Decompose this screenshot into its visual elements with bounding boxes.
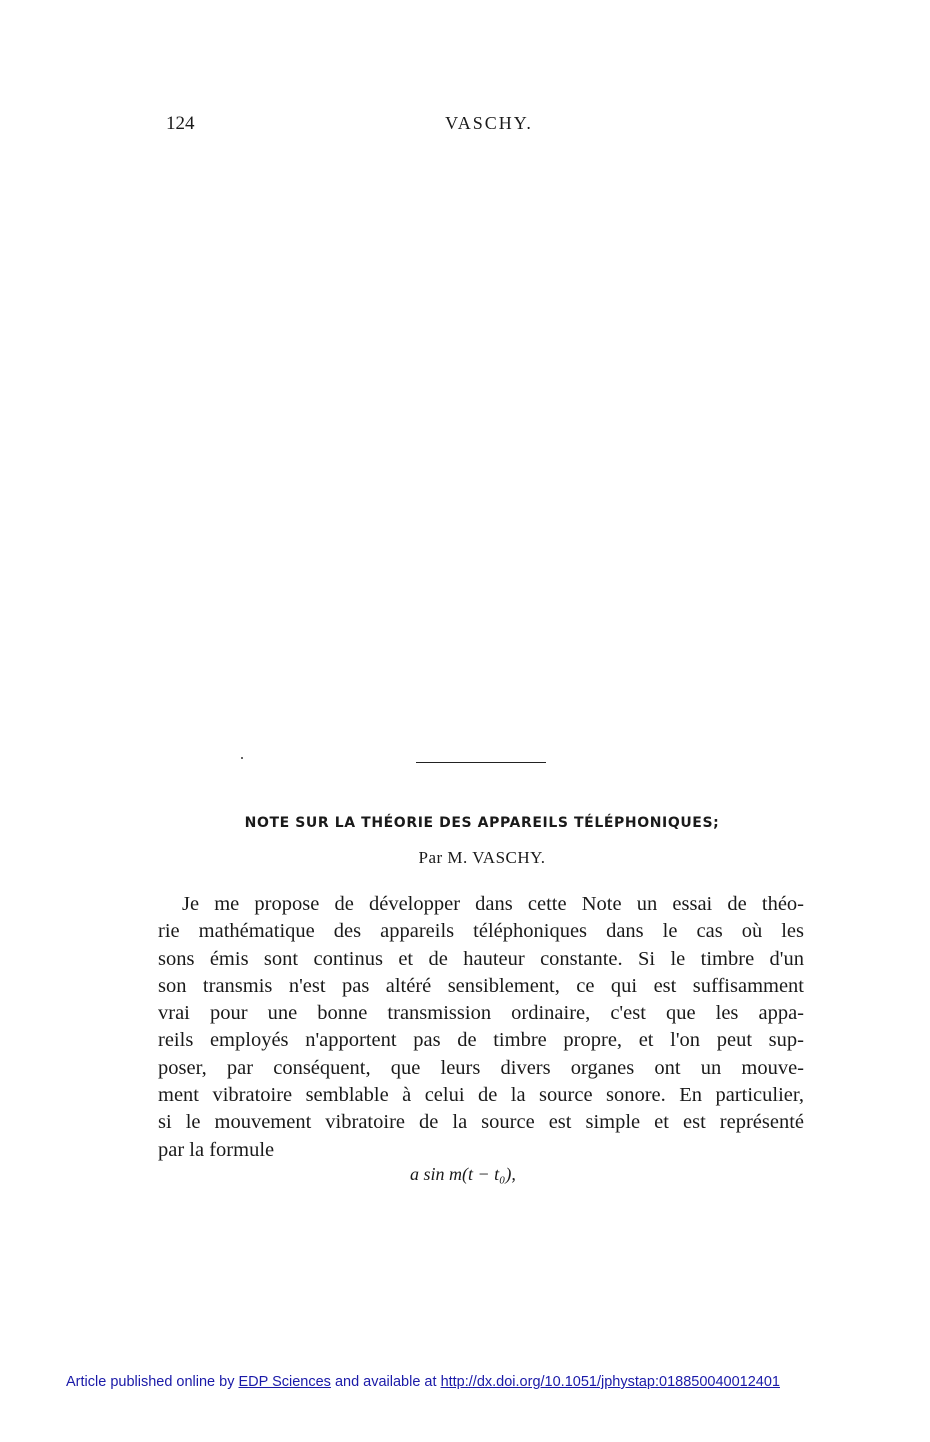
paragraph-line: par la formule [158,1138,275,1161]
footer-prefix: Article published online by [66,1374,239,1390]
publisher-link[interactable]: EDP Sciences [238,1374,331,1390]
section-separator [416,762,546,763]
stray-dot-mark [241,757,243,759]
paragraph-line: son transmis n'est pas altéré sensiblement, ce qui est suffisamment [158,974,804,997]
doi-link[interactable]: http://dx.doi.org/10.1051/jphystap:018850040012401 [440,1374,780,1390]
page-number: 124 [166,113,195,134]
paragraph-line: si le mouvement vibratoire de la source est simple et est représenté [158,1111,804,1134]
paragraph-line: poser, par conséquent, que leurs divers organes ont un mouve- [158,1056,804,1079]
paragraph-line: reils employés n'apportent pas de timbre propre, et l'on peut sup- [158,1029,804,1052]
footer-middle: and available at [330,1374,441,1390]
paragraph-line: Je me propose de développer dans cette Note un essai de théo- [182,893,804,915]
formula: a sin m(t − t₀), [410,1164,516,1184]
article-byline: Par M. VASCHY. [418,848,546,867]
paragraph-line: vrai pour une bonne transmission ordinaire, c'est que les appa- [158,1002,804,1025]
body-paragraph [158,891,804,1164]
running-title: VASCHY. [445,113,533,133]
article-title: NOTE SUR LA THÉORIE DES APPAREILS TÉLÉPHONIQUES; [244,815,720,831]
publication-footer [66,1374,780,1390]
paragraph-line: rie mathématique des appareils téléphoniques dans le cas où les [158,920,804,943]
paragraph-line: sons émis sont continus et de hauteur constante. Si le timbre d'un [158,947,804,970]
paragraph-line: ment vibratoire semblable à celui de la source sonore. En particulier, [158,1084,804,1107]
